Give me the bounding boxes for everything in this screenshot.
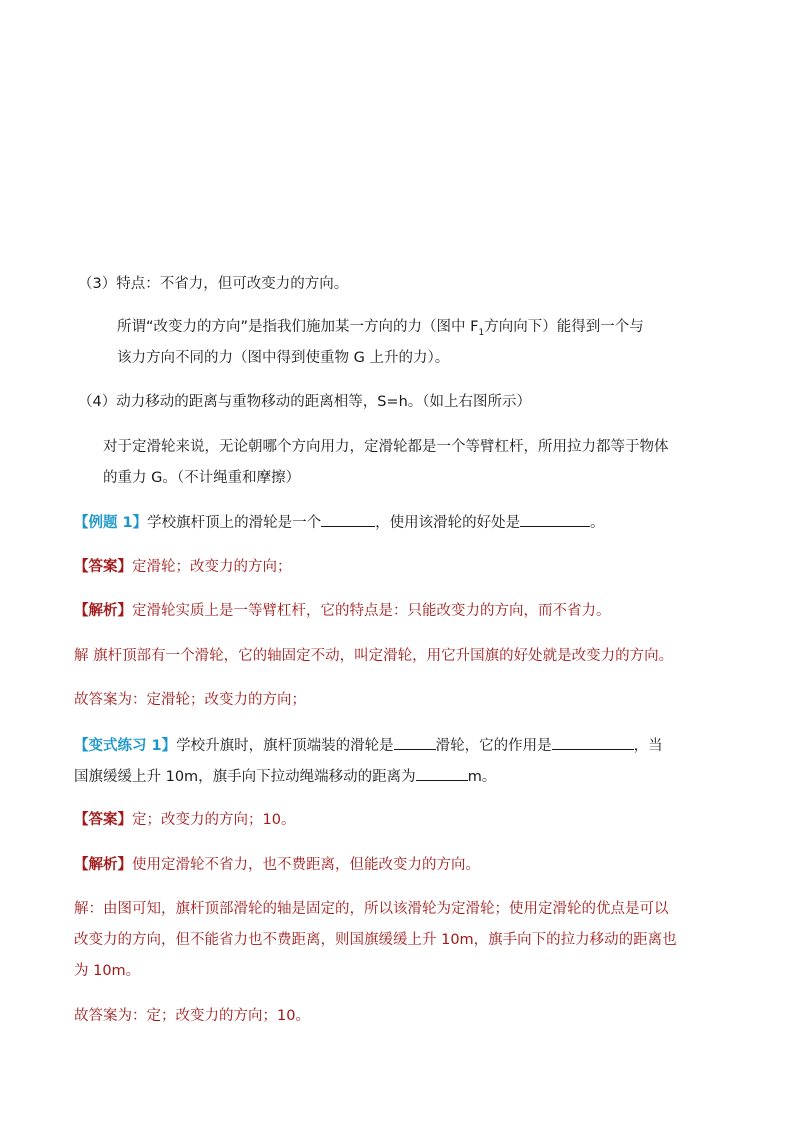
example-1-q-c: 。 [590,515,605,531]
example-1-answer-tag: 【答案】 [74,559,132,575]
variant-1-tag: 【变式练习 1】 [74,738,177,754]
variant-1-analysis-text: 使用定滑轮不省力，也不费距离，但能改变力的方向。 [132,857,480,873]
example-1-blank-2[interactable] [520,512,590,527]
variant-1-solution-line-1: 解：由图可知，旗杆顶部滑轮的轴是固定的，所以该滑轮为定滑轮；使用定滑轮的优点是可以 [74,901,669,917]
variant-1-answer [74,810,295,830]
variant-1-analysis [74,855,480,875]
variant-1-question-line-2 [74,766,496,787]
example-1-analysis-text: 定滑轮实质上是一等臂杠杆，它的特点是：只能改变力的方向，而不省力。 [132,603,611,619]
variant-1-final: 故答案为：定；改变力的方向；10。 [74,1008,310,1024]
point-3-note-b: 方向向下）能得到一个与 [484,319,644,335]
variant-1-q-b: 滑轮，它的作用是 [435,738,552,754]
example-1-blank-1[interactable] [321,512,375,527]
variant-1-q-line2-b: m。 [467,769,497,785]
variant-1-question-line-1 [74,735,663,756]
example-1-solution: 解 旗杆顶部有一个滑轮，它的轴固定不动，叫定滑轮，用它升国旗的好处就是改变力的方向。 [74,648,674,664]
force-subscript: 1 [478,327,485,338]
variant-1-blank-2[interactable] [552,735,634,750]
variant-1-q-c: ，当 [633,738,663,754]
variant-1-analysis-tag: 【解析】 [74,857,132,873]
point-4-note-line-1: 对于定滑轮来说，无论朝哪个方向用力，定滑轮都是一个等臂杠杆，所用拉力都等于物体 [103,439,669,455]
point-4-note-line-2: 的重力 G。（不计绳重和摩擦） [103,470,301,486]
variant-1-answer-text: 定；改变力的方向；10。 [132,812,296,828]
example-1-q-a: 学校旗杆顶上的滑轮是一个 [147,515,322,531]
example-1-analysis-tag: 【解析】 [74,603,132,619]
example-1-answer-text: 定滑轮；改变力的方向； [132,559,292,575]
variant-1-answer-tag: 【答案】 [74,812,132,828]
variant-1-solution-line-3: 为 10m。 [74,963,141,979]
point-3-note-a: 所谓“改变力的方向”是指我们施加某一方向的力（图中 F [117,319,479,335]
example-1-question [74,512,605,533]
example-1-answer [74,557,292,577]
example-1-final: 故答案为：定滑轮；改变力的方向； [74,692,306,708]
example-1-analysis [74,601,611,621]
example-1-q-b: ，使用该滑轮的好处是 [375,515,521,531]
point-3-text: （3）特点：不省力，但可改变力的方向。 [78,276,349,292]
variant-1-solution-line-2: 改变力的方向，但不能省力也不费距离，则国旗缓缓上升 10m，旗手向下的拉力移动的距离也 [74,932,677,948]
variant-1-blank-1[interactable] [394,735,436,750]
example-1-tag: 【例题 1】 [74,515,148,531]
variant-1-blank-3[interactable] [416,766,468,781]
point-3-note-line-1 [117,317,644,343]
point-4-text: （4）动力移动的距离与重物移动的距离相等，S=h。（如上右图所示） [78,394,532,410]
variant-1-q-a: 学校升旗时，旗杆顶端装的滑轮是 [176,738,394,754]
variant-1-q-line2-a: 国旗缓缓上升 10m，旗手向下拉动绳端移动的距离为 [74,769,416,785]
point-3-note-line-2: 该力方向不同的力（图中得到使重物 G 上升的力）。 [117,350,450,366]
